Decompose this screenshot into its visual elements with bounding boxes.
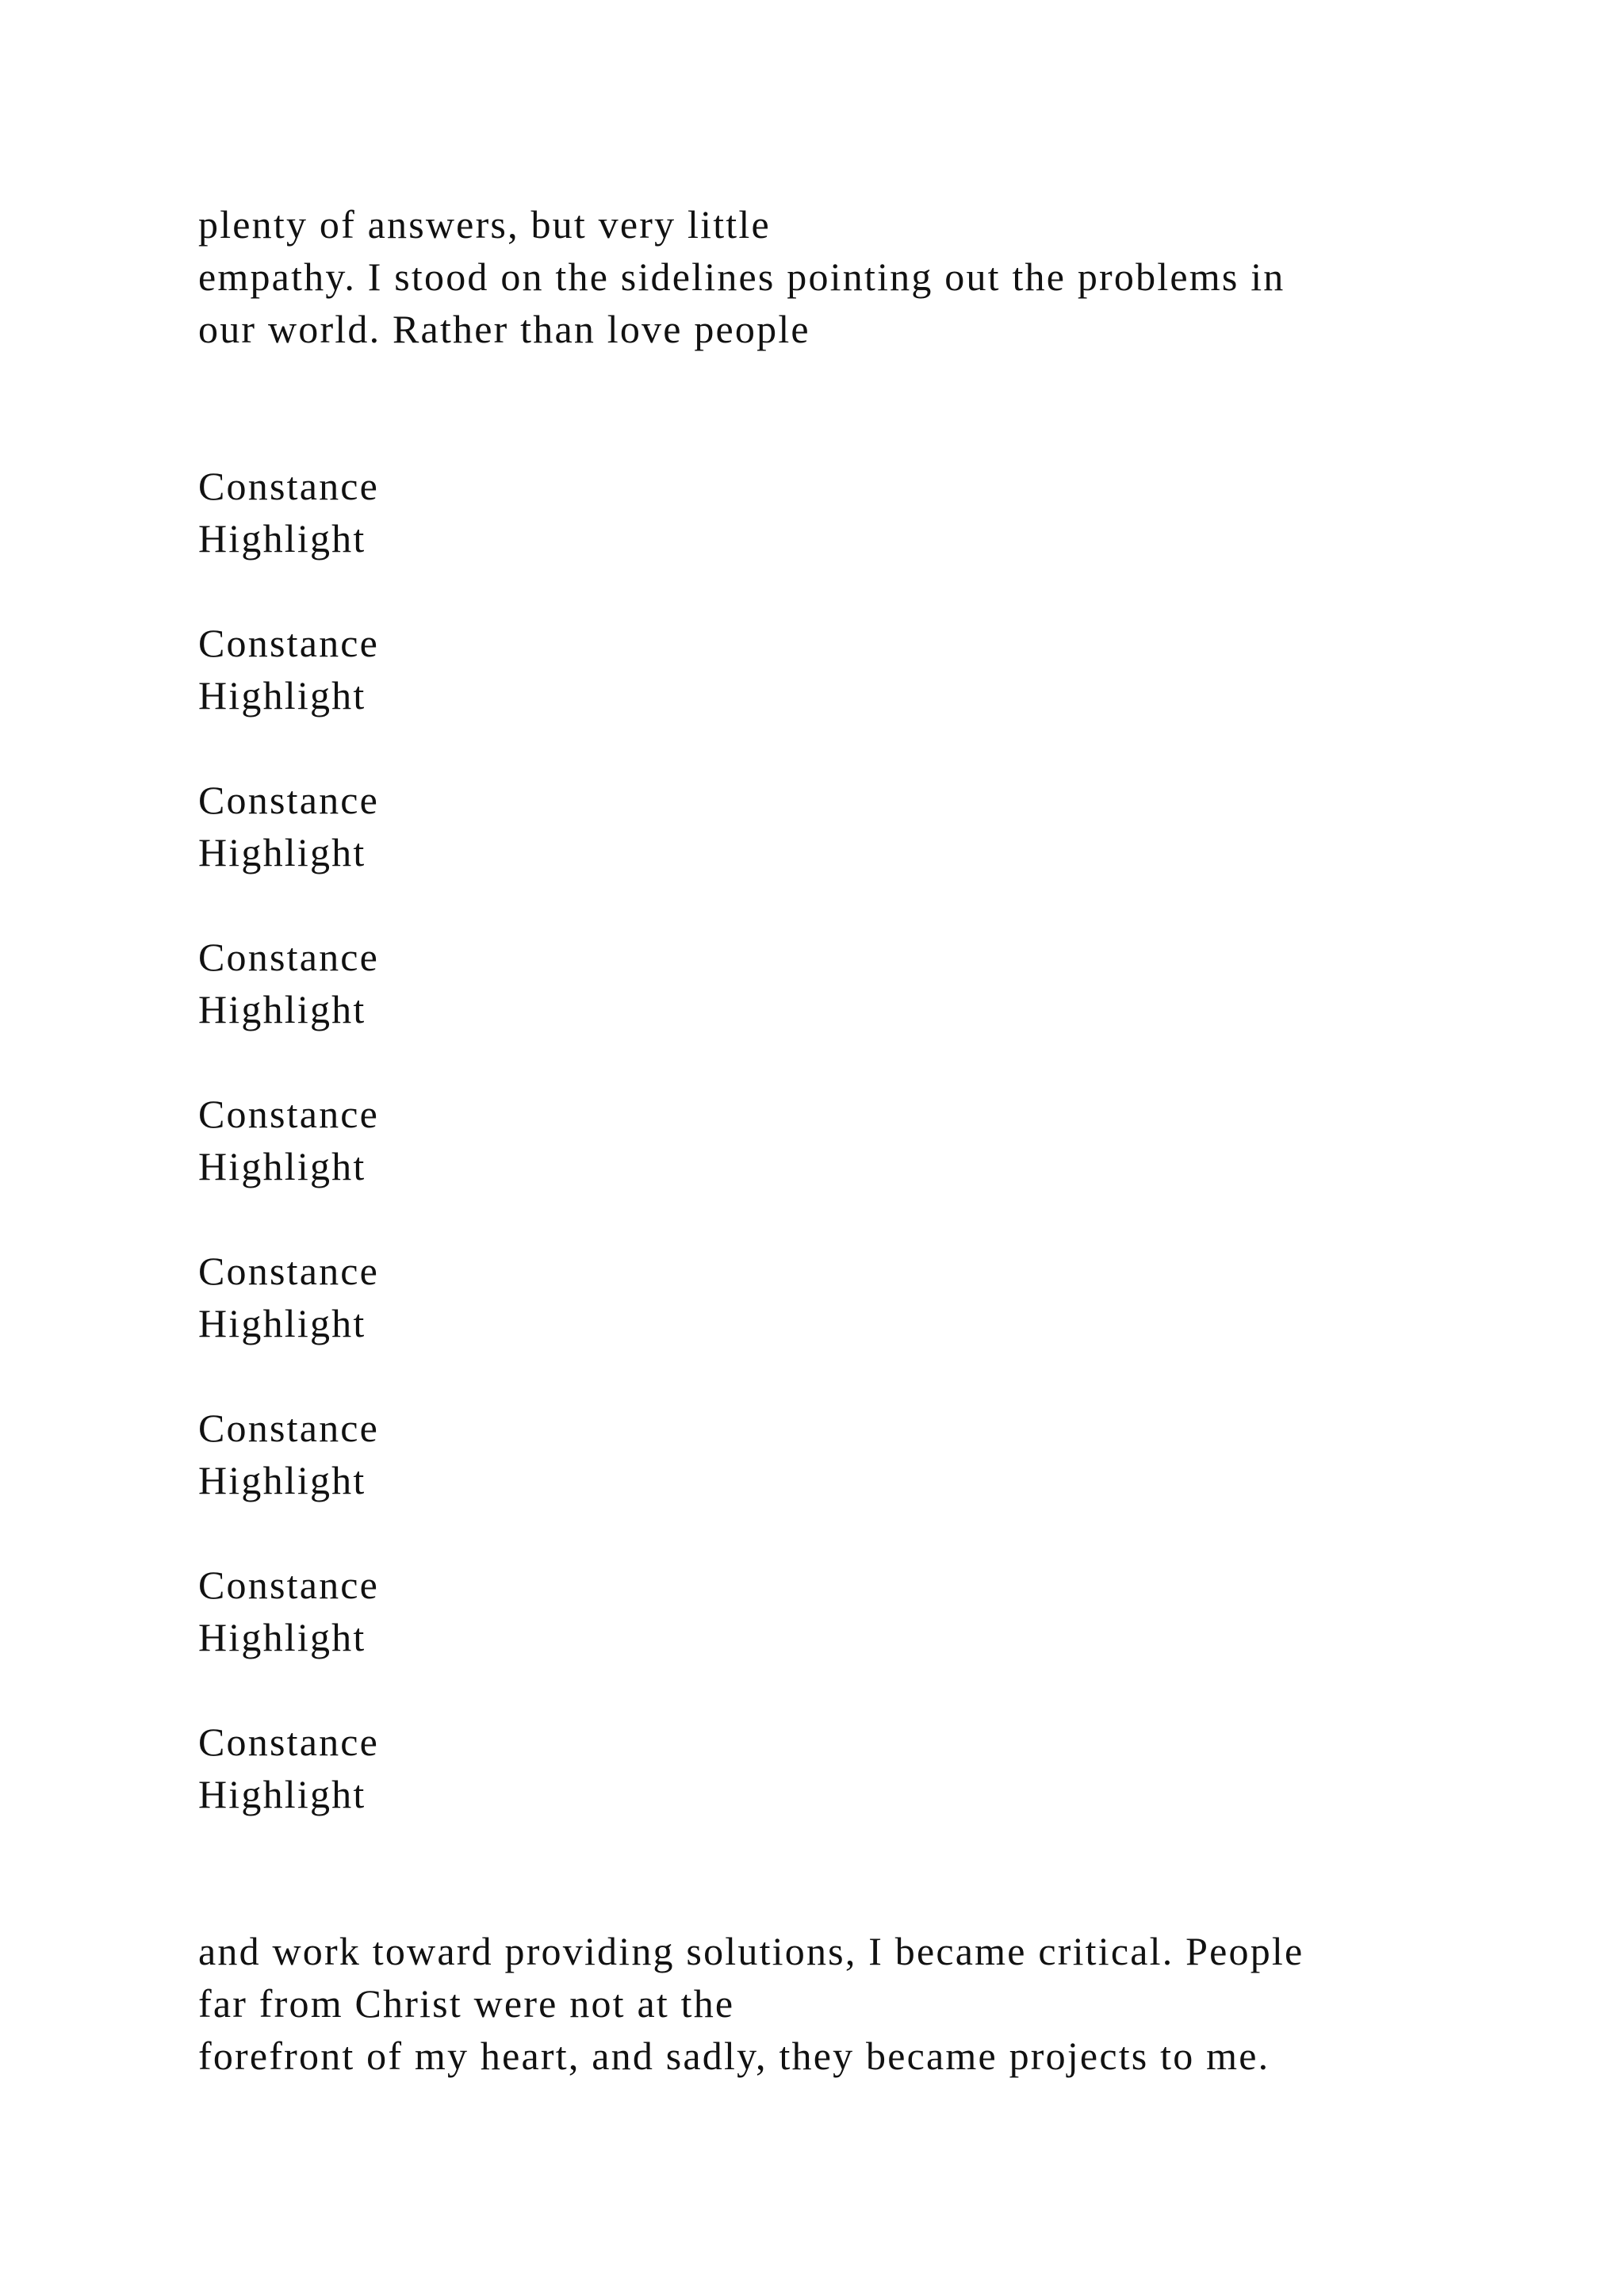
closing-line-2: far from Christ were not at the bbox=[198, 1981, 735, 2026]
annotation-author: Constance bbox=[198, 1563, 380, 1607]
annotation-author: Constance bbox=[198, 621, 380, 665]
annotation-type: Highlight bbox=[198, 987, 366, 1031]
annotation-author: Constance bbox=[198, 1092, 380, 1136]
annotation-type: Highlight bbox=[198, 1458, 366, 1502]
intro-line-2: empathy. I stood on the sidelines pointing out the problems in bbox=[198, 254, 1285, 299]
closing-line-1: and work toward providing solutions, I became critical. People bbox=[198, 1929, 1304, 1973]
annotation-author: Constance bbox=[198, 1249, 380, 1293]
annotation-author: Constance bbox=[198, 935, 380, 979]
annotation-author: Constance bbox=[198, 1406, 380, 1450]
intro-line-1: plenty of answers, but very little bbox=[198, 202, 771, 247]
annotation-type: Highlight bbox=[198, 1144, 366, 1188]
annotation-type: Highlight bbox=[198, 1615, 366, 1659]
closing-line-3: forefront of my heart, and sadly, they became projects to me. bbox=[198, 2034, 1270, 2078]
annotation-type: Highlight bbox=[198, 1772, 366, 1816]
intro-line-3: our world. Rather than love people bbox=[198, 307, 810, 351]
annotation-type: Highlight bbox=[198, 516, 366, 561]
annotation-author: Constance bbox=[198, 464, 380, 508]
annotation-type: Highlight bbox=[198, 1301, 366, 1345]
annotation-author: Constance bbox=[198, 778, 380, 822]
annotation-type: Highlight bbox=[198, 673, 366, 718]
annotation-author: Constance bbox=[198, 1720, 380, 1764]
annotation-type: Highlight bbox=[198, 830, 366, 874]
